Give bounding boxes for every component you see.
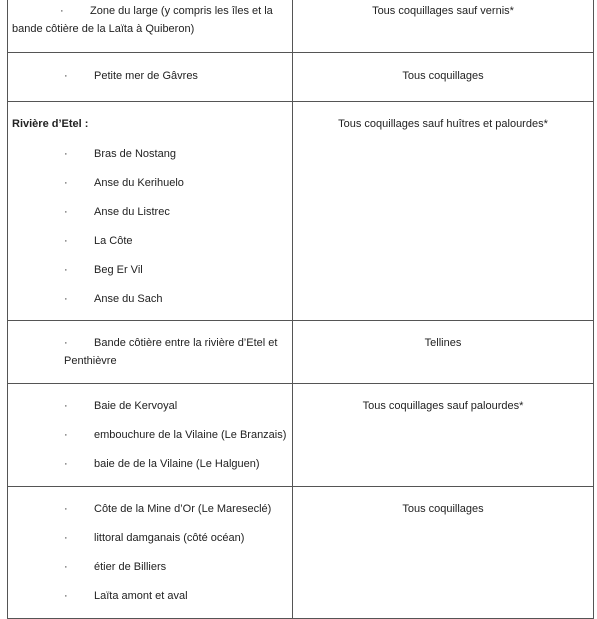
zone-text: La Côte <box>94 235 133 247</box>
zone-text-first: Zone du large (y compris les îles et la <box>90 5 273 17</box>
list-item <box>12 232 288 250</box>
table-row <box>8 384 594 487</box>
list-item <box>12 290 288 308</box>
list-item <box>12 397 288 415</box>
zone-text: Anse du Kerihuelo <box>94 177 184 189</box>
zone-text: Laïta amont et aval <box>94 590 188 602</box>
list-item <box>12 2 288 38</box>
list-item <box>12 334 288 352</box>
bullet-glyph: · <box>64 293 68 305</box>
list-item <box>12 261 288 279</box>
bullet-glyph: · <box>64 458 68 470</box>
zone-text-first: Bande côtière entre la rivière d’Etel et <box>94 337 278 349</box>
bullet-glyph: · <box>64 206 68 218</box>
bullet-glyph: · <box>64 70 68 82</box>
shellfish-text: Tous coquillages sauf vernis* <box>372 5 514 17</box>
zone-text: étier de Billiers <box>94 561 167 573</box>
shellfish-text: Tous coquillages sauf palourdes* <box>362 400 524 412</box>
bullet-glyph: · <box>64 590 68 602</box>
zone-cell <box>8 102 293 321</box>
zone-cell <box>8 53 293 102</box>
bullet-glyph: · <box>64 503 68 515</box>
zone-text: Bras de Nostang <box>94 148 176 160</box>
list-item <box>12 426 288 444</box>
zone-text: baie de de la Vilaine (Le Halguen) <box>94 458 260 470</box>
shellfish-cell <box>293 487 594 619</box>
shellfish-cell <box>293 53 594 102</box>
shellfish-cell <box>293 321 594 384</box>
shellfish-cell <box>293 0 594 53</box>
zone-cell <box>8 384 293 487</box>
list-item <box>12 67 288 85</box>
list-item <box>12 174 288 192</box>
zone-cell <box>8 487 293 619</box>
bullet-glyph: · <box>64 561 68 573</box>
list-item <box>12 455 288 473</box>
zone-text: Côte de la Mine d’Or (Le Mareseclé) <box>94 503 272 515</box>
table-row <box>8 102 594 321</box>
list-item <box>12 145 288 163</box>
zone-text-continued: Penthièvre <box>64 355 117 367</box>
bullet-glyph: · <box>64 400 68 412</box>
list-item <box>12 587 288 605</box>
bullet-glyph: · <box>64 148 68 160</box>
zone-text: Anse du Sach <box>94 293 163 305</box>
list-item <box>12 203 288 221</box>
zone-text-continued: bande côtière de la Laïta à Quiberon) <box>12 23 195 35</box>
table-row <box>8 53 594 102</box>
shellfish-cell <box>293 102 594 321</box>
list-item <box>12 529 288 547</box>
shellfish-text: Tous coquillages sauf huîtres et palourdes* <box>338 118 548 130</box>
zone-text: embouchure de la Vilaine (Le Branzais) <box>94 429 287 441</box>
zone-list <box>12 145 288 308</box>
zone-cell <box>8 321 293 384</box>
bullet-glyph: · <box>64 337 68 349</box>
bullet-glyph: · <box>64 264 68 276</box>
zone-group-heading: Rivière d’Etel : <box>12 118 89 130</box>
zone-text: Baie de Kervoyal <box>94 400 178 412</box>
shellfish-cell <box>293 384 594 487</box>
bullet-glyph: · <box>64 177 68 189</box>
list-item <box>12 500 288 518</box>
bullet-glyph: · <box>64 429 68 441</box>
zone-text: Petite mer de Gâvres <box>94 70 198 82</box>
list-item <box>12 558 288 576</box>
bullet-glyph: · <box>64 532 68 544</box>
table-row <box>8 0 594 53</box>
zone-text: Beg Er Vil <box>94 264 143 276</box>
table-row <box>8 321 594 384</box>
shellfish-text: Tous coquillages <box>402 503 484 515</box>
shellfish-text: Tous coquillages <box>402 70 484 82</box>
zone-text: littoral damganais (côté océan) <box>94 532 245 544</box>
bullet-glyph: · <box>60 5 64 17</box>
zone-text: Anse du Listrec <box>94 206 170 218</box>
shellfish-zones-table <box>7 0 594 619</box>
shellfish-text: Tellines <box>424 337 462 349</box>
table-row <box>8 487 594 619</box>
bullet-glyph: · <box>64 235 68 247</box>
zone-cell <box>8 0 293 53</box>
